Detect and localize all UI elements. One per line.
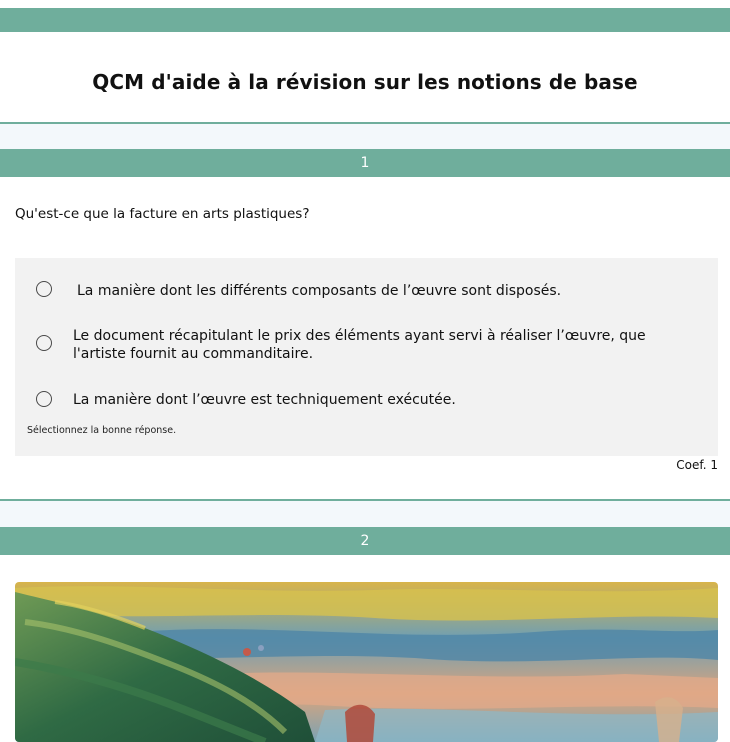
coefficient-label: Coef. 1 <box>676 458 718 472</box>
radio-unchecked-icon[interactable] <box>36 391 52 407</box>
page-title: QCM d'aide à la révision sur les notions de base <box>92 70 638 94</box>
question-number-bar: 1 <box>0 149 730 177</box>
radio-unchecked-icon[interactable] <box>36 335 52 351</box>
answer-label: La manière dont les différents composants de l’œuvre sont disposés. <box>77 283 562 299</box>
radio-unchecked-icon[interactable] <box>36 281 52 297</box>
answer-option-2[interactable] <box>15 326 718 366</box>
section-separator <box>0 122 730 150</box>
answers-panel <box>15 258 718 456</box>
answer-label: La manière dont l’œuvre est techniquement exécutée. <box>73 392 456 408</box>
artwork-image <box>15 582 718 742</box>
answer-option-3[interactable] <box>15 389 718 415</box>
section-separator <box>0 499 730 527</box>
question-text: Qu'est-ce que la facture en arts plastiques? <box>15 206 310 222</box>
answer-option-1[interactable] <box>15 278 718 304</box>
answer-label: Le document récapitulant le prix des éléments ayant servi à réaliser l’œuvre, que l'artiste fournit au commanditaire. <box>73 328 646 362</box>
top-accent-bar <box>0 8 730 32</box>
answer-hint: Sélectionnez la bonne réponse. <box>27 425 177 436</box>
question-number-bar: 2 <box>0 527 730 555</box>
